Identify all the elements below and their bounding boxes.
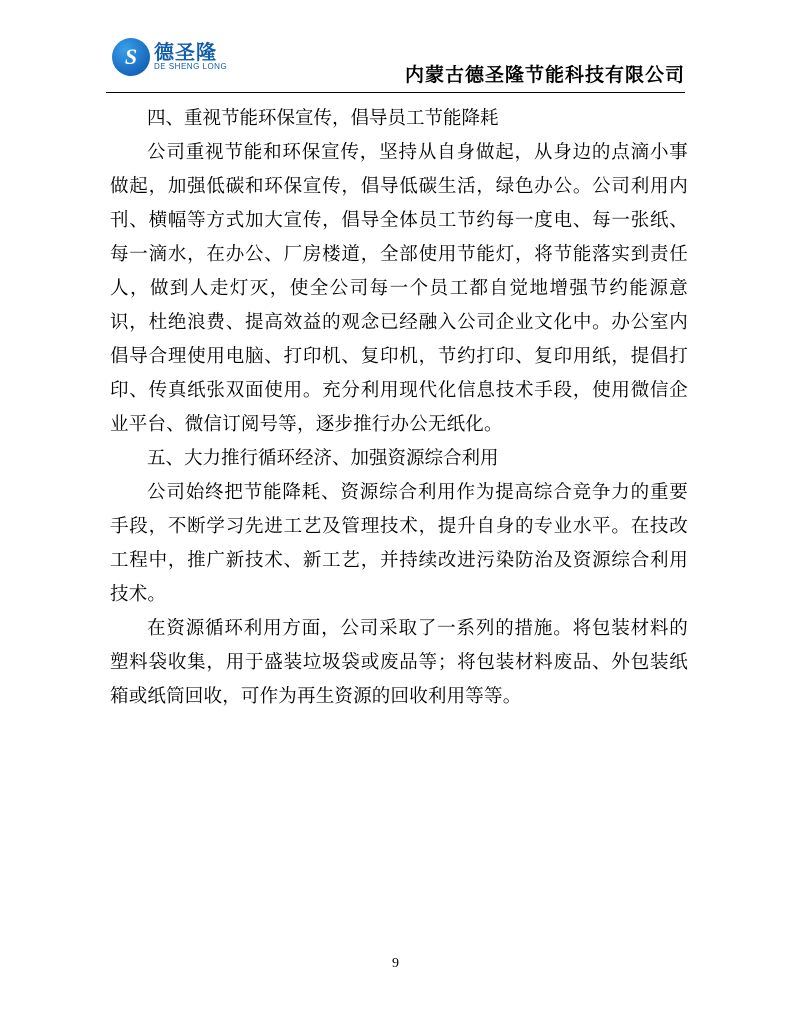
document-body	[110, 102, 688, 714]
page-number: 9	[392, 956, 399, 971]
logo-swirl-icon	[112, 38, 150, 76]
logo-english-name: DE SHENG LONG	[154, 62, 228, 71]
body-paragraph: 在资源循环利用方面，公司采取了一系列的措施。将包装材料的塑料袋收集，用于盛装垃圾袋或废品等；将包装材料废品、外包装纸箱或纸筒回收，可作为再生资源的回收利用等等。	[110, 619, 688, 707]
section-heading: 四、重视节能环保宣传，倡导员工节能降耗	[147, 109, 499, 129]
header-divider	[106, 92, 685, 93]
body-paragraph: 公司重视节能和环保宣传，坚持从自身做起，从身边的点滴小事做起，加强低碳和环保宣传，倡导低碳生活，绿色办公。公司利用内刊、横幅等方式加大宣传，倡导全体员工节约每一度电、每一张纸、每一滴水，在办公、厂房楼道，全部使用节能灯，将节能落实到责任人，做到人走灯灭，使全公司每一个员工都自觉地增强节约能源意识，杜绝浪费、提高效益的观念已经融入公司企业文化中。办公室内倡导合理使用电脑、打印机、复印机，节约打印、复印用纸，提倡打印、传真纸张双面使用。充分利用现代化信息技术手段，使用微信企业平台、微信订阅号等，逐步推行办公无纸化。	[110, 143, 688, 435]
section-heading: 五、大力推行循环经济、加强资源综合利用	[147, 449, 499, 469]
logo-chinese-name: 德圣隆	[154, 42, 217, 64]
company-logo	[106, 34, 236, 86]
company-name-title: 内蒙古德圣隆节能科技有限公司	[404, 65, 685, 86]
page-header	[106, 34, 685, 92]
body-paragraph: 公司始终把节能降耗、资源综合利用作为提高综合竞争力的重要手段，不断学习先进工艺及管理技术，提升自身的专业水平。在技改工程中，推广新技术、新工艺，并持续改进污染防治及资源综合利用技术。	[110, 483, 688, 605]
